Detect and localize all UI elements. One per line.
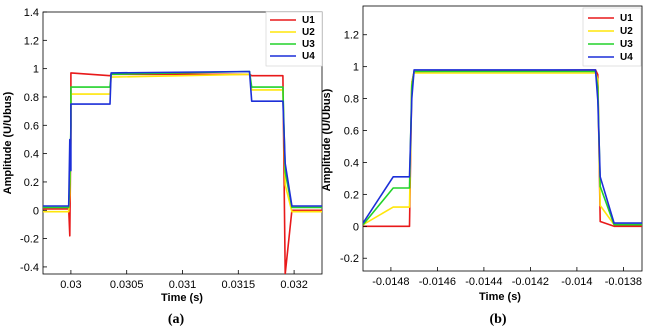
chart-b-xtick-label: -0.0138 [604,276,643,288]
chart-b-ytick-label: 1.2 [343,29,359,42]
chart-a-ytick-label: 1.2 [23,35,39,48]
chart-b-xtick-label: -0.0146 [418,276,457,288]
chart-a-ytick-label: 0.8 [23,91,39,104]
chart-b-ytick-label: 0.6 [343,125,359,138]
chart-b-panel-label: (b) [489,312,507,327]
chart-a [2,7,322,327]
chart-b-ytick-label: 0.4 [343,157,359,170]
chart-a-ytick-label: 0.2 [23,176,39,189]
chart-a-ytick-label: 0.6 [23,120,39,133]
chart-a-xtick-label: 0.031 [168,279,197,291]
chart-b-ylabel: Amplitude (U/Ubus) [321,88,333,192]
chart-b-legend-u1: U1 [620,13,633,24]
chart-a-ytick-label: 0.4 [23,148,39,161]
chart-a-xtick-label: 0.03 [60,279,82,291]
chart-b-xtick-label: -0.0142 [511,276,550,288]
chart-a-ytick-label: -0.2 [20,233,39,246]
chart-a-legend-u4: U4 [302,51,315,62]
chart-a-legend-u3: U3 [302,39,315,50]
chart-b-xtick-label: -0.014 [561,276,593,288]
chart-b-ytick-label: 0 [352,221,359,234]
chart-b-legend-u2: U2 [620,26,633,37]
chart-b-legend [583,8,641,66]
chart-a-legend [266,12,322,66]
chart-a-xtick-label: 0.0315 [221,279,256,291]
chart-b [321,6,642,327]
chart-a-ytick-label: 0 [32,205,39,218]
chart-b-xtick-label: -0.0148 [372,276,410,288]
chart-b-legend-u4: U4 [620,52,633,63]
chart-a-ytick-label: -0.4 [20,261,39,274]
chart-b-xlabel: Time (s) [479,291,521,303]
chart-b-ytick-label: 0.2 [343,189,359,202]
chart-b-ytick-label: 0.8 [343,93,359,106]
chart-b-ytick-label: 1 [352,61,359,74]
chart-a-panel-label: (a) [167,312,185,327]
chart-b-legend-u3: U3 [620,39,633,50]
chart-b-ytick-label: -0.2 [340,253,359,266]
chart-b-xtick-label: -0.0144 [465,276,503,288]
chart-a-ytick-label: 1 [32,63,39,76]
chart-a-xlabel: Time (s) [161,292,203,304]
chart-a-ylabel: Amplitude (U/Ubus) [2,91,14,195]
chart-a-xtick-label: 0.032 [280,279,308,291]
chart-a-ytick-label: 1.4 [23,7,39,19]
chart-a-legend-u2: U2 [302,27,315,38]
chart-a-xtick-label: 0.0305 [109,279,144,291]
chart-a-legend-u1: U1 [302,15,315,26]
